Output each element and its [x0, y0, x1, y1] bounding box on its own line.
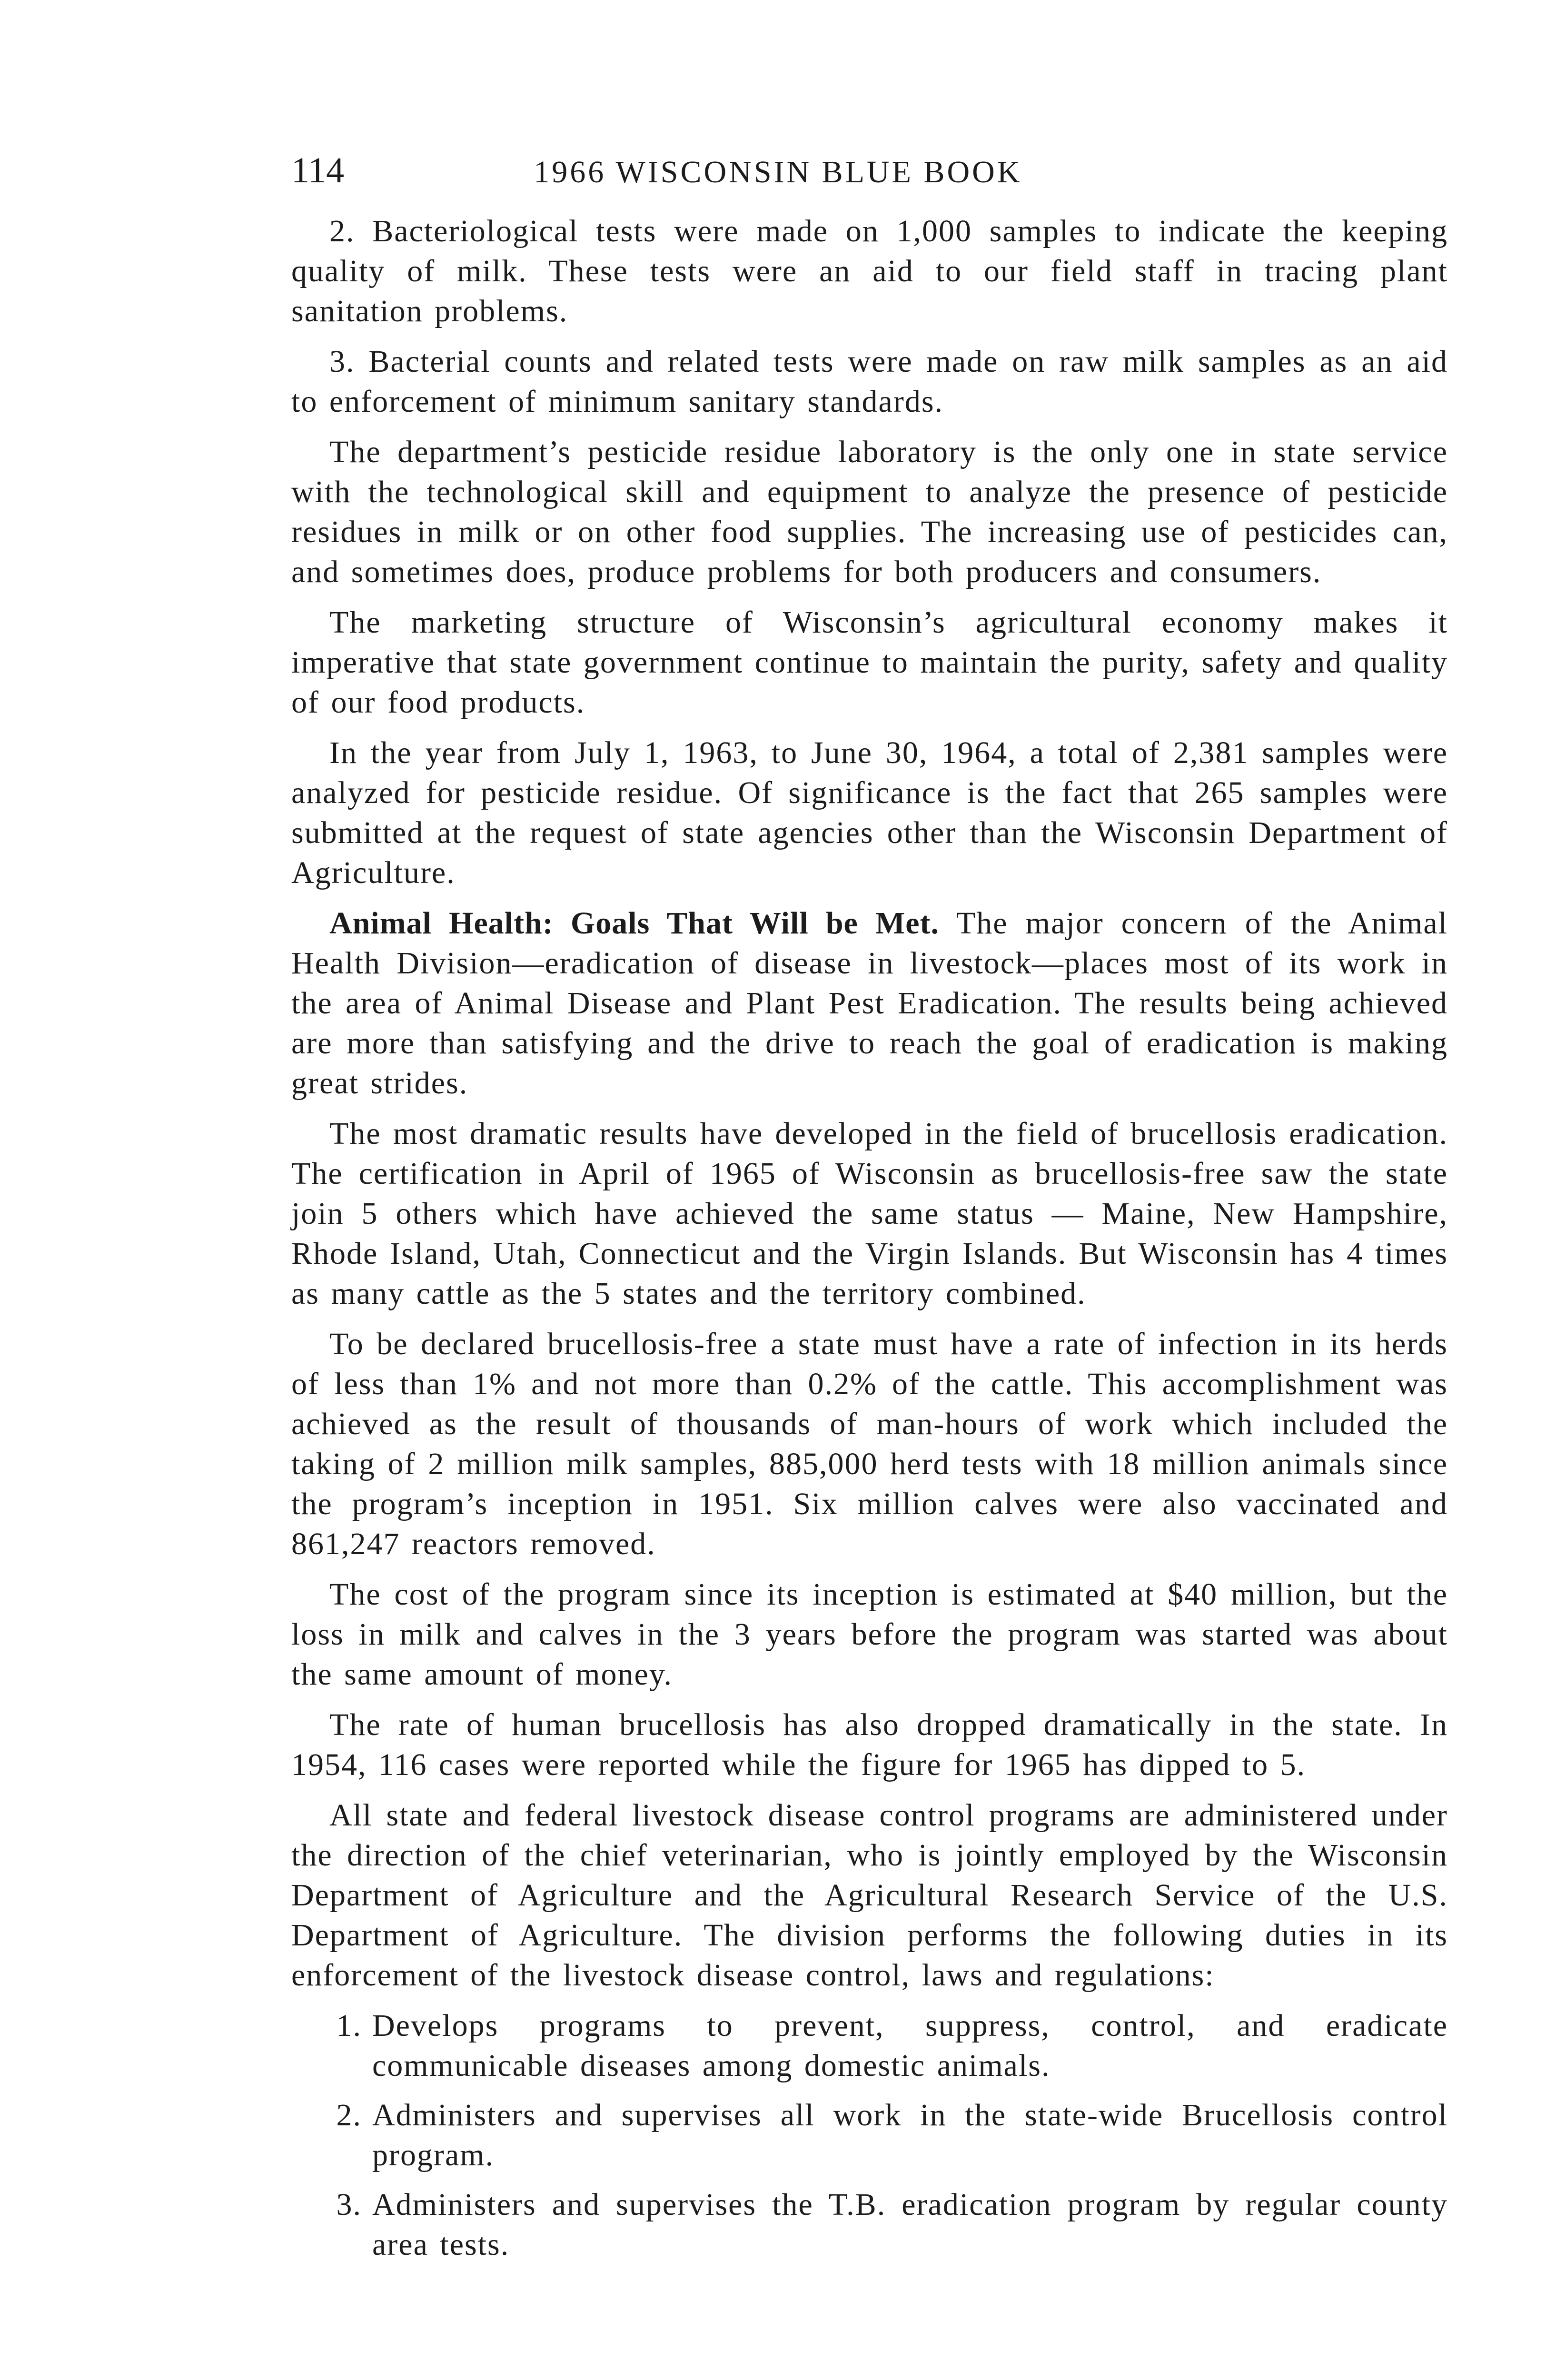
paragraph: The marketing structure of Wisconsin’s agricultural economy makes it imperative that state government continue to maintain the purity, safety and quality of our food products. — [291, 605, 1448, 720]
list-text: Develops programs to prevent, suppress, control, and eradicate communicable diseases among domestic animals. — [372, 2008, 1448, 2083]
animal-health-paragraph — [291, 903, 1448, 1103]
paragraph: In the year from July 1, 1963, to June 30, 1964, a total of 2,381 samples were analyzed for pesticide residue. Of significance is the fact that 265 samples were submitted at the request of state agencies other than the Wisconsin Department of Agriculture. — [291, 735, 1448, 890]
paragraph: To be declared brucellosis-free a state must have a rate of infection in its herds of less than 1% and not more than 0.2% of the cattle. This accomplishment was achieved as the result of thousands of man-hours of work which included the taking of 2 million milk samples, 885,000 herd tests with 18 million animals since the program’s inception in 1951. Six million calves were also vaccinated and 861,247 reactors removed. — [291, 1327, 1448, 1561]
list-item — [291, 2185, 1448, 2265]
section-text: The major concern of the Animal Health Division—eradication of disease in livestock—places most of its work in the area of Animal Disease and Plant Pest Eradication. The results being achieved are more than satisfying and the drive to reach the goal of eradication is making great strides. — [291, 906, 1448, 1101]
paragraph: All state and federal livestock disease control programs are administered under the direction of the chief veterinarian, who is jointly employed by the Wisconsin Department of Agriculture and the Agricultural Research Service of the U.S. Department of Agriculture. The division performs the following duties in its enforcement of the livestock disease control, laws and regulations: — [291, 1798, 1448, 1993]
paragraph: 3. Bacterial counts and related tests were made on raw milk samples as an aid to enforcement of minimum sanitary standards. — [291, 344, 1448, 419]
body-text — [291, 211, 1448, 2265]
running-head: 1966 WISCONSIN BLUE BOOK — [534, 155, 1022, 189]
list-number: 2. — [336, 2098, 362, 2132]
paragraph: The most dramatic results have developed in the field of brucellosis eradication. The certification in April of 1965 of Wisconsin as brucellosis-free saw the state join 5 others which have achieved the same status — Maine, New Hampshire, Rhode Island, Utah, Connecticut and the Virgin Islands. But Wisconsin has 4 times as many cattle as the 5 states and the territory combined. — [291, 1116, 1448, 1311]
list-number: 1. — [336, 2008, 362, 2043]
paragraph: The rate of human brucellosis has also dropped dramatically in the state. In 1954, 116 cases were reported while the figure for 1965 has dipped to 5. — [291, 1707, 1448, 1782]
list-text: Administers and supervises the T.B. eradication program by regular county area tests. — [372, 2187, 1448, 2262]
list-item — [291, 2006, 1448, 2086]
list-item — [291, 2095, 1448, 2175]
paragraph: The department’s pesticide residue laboratory is the only one in state service with the technological skill and equipment to analyze the presence of pesticide residues in milk or on other food supplies. The increasing use of pesticides can, and sometimes does, produce problems for both producers and consumers. — [291, 435, 1448, 589]
paragraph: 2. Bacteriological tests were made on 1,000 samples to indicate the keeping quality of milk. These tests were an aid to our field staff in tracing plant sanitation problems. — [291, 214, 1448, 328]
page-header — [291, 150, 1448, 191]
paragraph: The cost of the program since its inception is estimated at $40 million, but the loss in milk and calves in the 3 years before the program was started was about the same amount of money. — [291, 1577, 1448, 1692]
section-heading: Animal Health: Goals That Will be Met. — [329, 906, 940, 941]
duties-list — [291, 2006, 1448, 2265]
list-text: Administers and supervises all work in the state-wide Brucellosis control program. — [372, 2098, 1448, 2172]
list-number: 3. — [336, 2187, 362, 2222]
page-number: 114 — [291, 150, 345, 190]
